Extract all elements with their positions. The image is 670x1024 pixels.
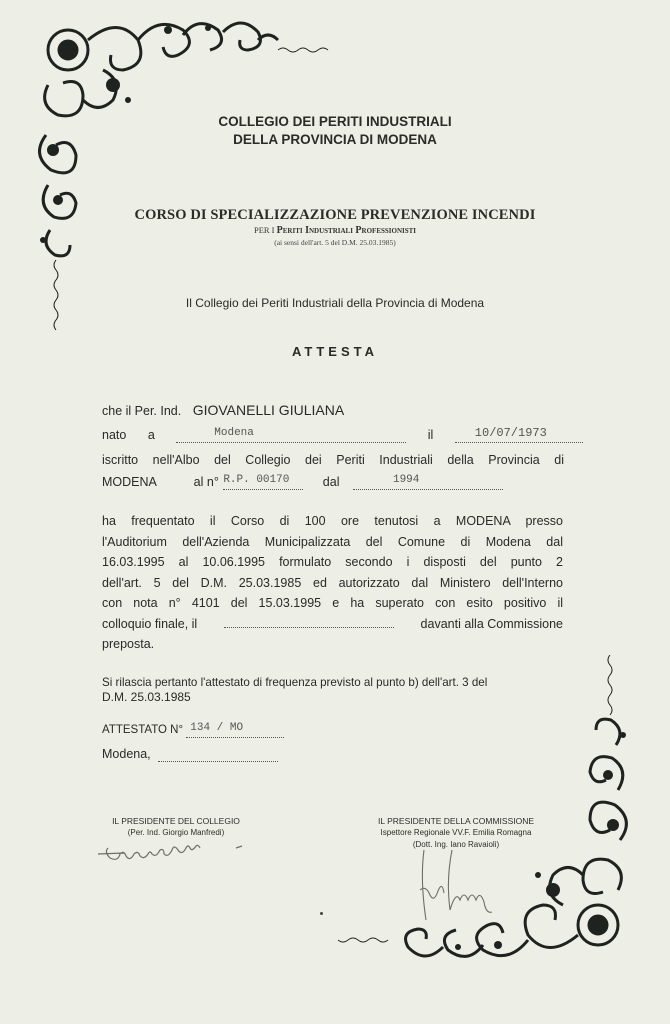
body-line-4: dell'art. 5 del D.M. 25.03.1985 ed autorizzato dal Ministero dell'Interno [102, 575, 563, 590]
province-value: MODENA [102, 475, 157, 489]
course-audience-prefix: PER I [253, 225, 275, 235]
body-line-3: 16.03.1995 al 10.06.1995 formulato secondo i disposti del punto 2 [102, 555, 563, 569]
registration-row [102, 474, 564, 490]
left-signatory-title: IL PRESIDENTE DEL COLLEGIO [112, 816, 240, 826]
body-line-2: l'Auditorium dell'Azienda Municipalizzata del Comune di Modena dal [102, 534, 563, 549]
albo-row: iscritto nell'Albo del Collegio dei Periti Industriali della Provincia di [102, 453, 564, 467]
attestato-number-field [186, 723, 284, 738]
right-signature-icon [412, 845, 502, 925]
il-label: il [427, 428, 434, 442]
place-label: Modena, [102, 747, 151, 761]
place-date-row [102, 746, 564, 762]
body-line-5: con nota n° 4101 del 15.03.1995 e ha superato con esito positivo il [102, 596, 563, 610]
ink-dot [320, 912, 323, 915]
left-signatory-name: (Per. Ind. Giorgio Manfredi) [127, 828, 225, 837]
course-details-paragraph [102, 511, 563, 655]
course-title: CORSO DI SPECIALIZZAZIONE PREVENZIONE INCENDI [134, 207, 536, 223]
issue-date-field [158, 747, 278, 762]
person-name-row [102, 402, 564, 419]
commissione-label: davanti alla Commissione [420, 616, 563, 631]
dal-label: dal [322, 475, 340, 489]
right-signatory-role: Ispettore Regionale VV.F. Emilia Romagna [380, 828, 532, 837]
body-line-7: preposta. [102, 637, 155, 651]
right-signatory-title: IL PRESIDENTE DELLA COMMISSIONE [377, 816, 535, 826]
course-audience [0, 225, 670, 236]
issuance-statement [102, 676, 563, 704]
attestato-row [102, 722, 564, 738]
attestato-number-value: 134 / MO [190, 722, 244, 734]
born-label: nato [102, 428, 127, 442]
person-name: GIOVANELLI GIULIANA [192, 402, 345, 418]
left-signature-icon [96, 842, 266, 864]
registration-number-value: R.P. 00170 [223, 474, 290, 486]
birthplace-value: Modena [214, 427, 254, 439]
attestato-label: ATTESTATO N° [102, 724, 184, 736]
right-signatory-name: (Dott. Ing. Iano Ravaioli) [412, 840, 500, 849]
left-signature-block [96, 815, 256, 839]
attesta-heading: ATTESTA [291, 344, 378, 359]
birthplace-field [176, 428, 406, 443]
al-n-label: al n° [193, 475, 219, 489]
colloquio-label: colloquio finale, il [102, 616, 198, 631]
issuer-line-1: COLLEGIO DEI PERITI INDUSTRIALI [218, 114, 452, 129]
born-a-label: a [147, 428, 155, 442]
body-line-1: ha frequentato il Corso di 100 ore tenutosi a MODENA presso [102, 514, 563, 528]
birthdate-value: 10/07/1973 [474, 426, 547, 440]
issuer-line-2: DELLA PROVINCIA DI MODENA [233, 132, 437, 147]
birthdate-field [455, 428, 583, 443]
year-field [353, 475, 503, 490]
issuer-header [0, 113, 670, 149]
course-legal-reference: (ai sensi dell'art. 5 del D.M. 25.03.1985) [274, 238, 396, 247]
issuance-line-1: Si rilascia pertanto l'attestato di frequenza previsto al punto b) dell'art. 3 del [102, 676, 488, 689]
body-line-6 [102, 614, 563, 635]
birth-row [102, 427, 564, 443]
colloquio-date-field [224, 615, 394, 628]
person-label: che il Per. Ind. [102, 404, 182, 418]
year-value: 1994 [392, 474, 420, 486]
course-audience-text: Periti Industriali Professionisti [276, 225, 417, 236]
intro-statement: Il Collegio dei Periti Industriali della Provincia di Modena [185, 296, 485, 310]
issuance-line-2: D.M. 25.03.1985 [102, 690, 191, 704]
top-left-ornament-icon [18, 10, 348, 335]
registration-number-field [223, 475, 303, 490]
